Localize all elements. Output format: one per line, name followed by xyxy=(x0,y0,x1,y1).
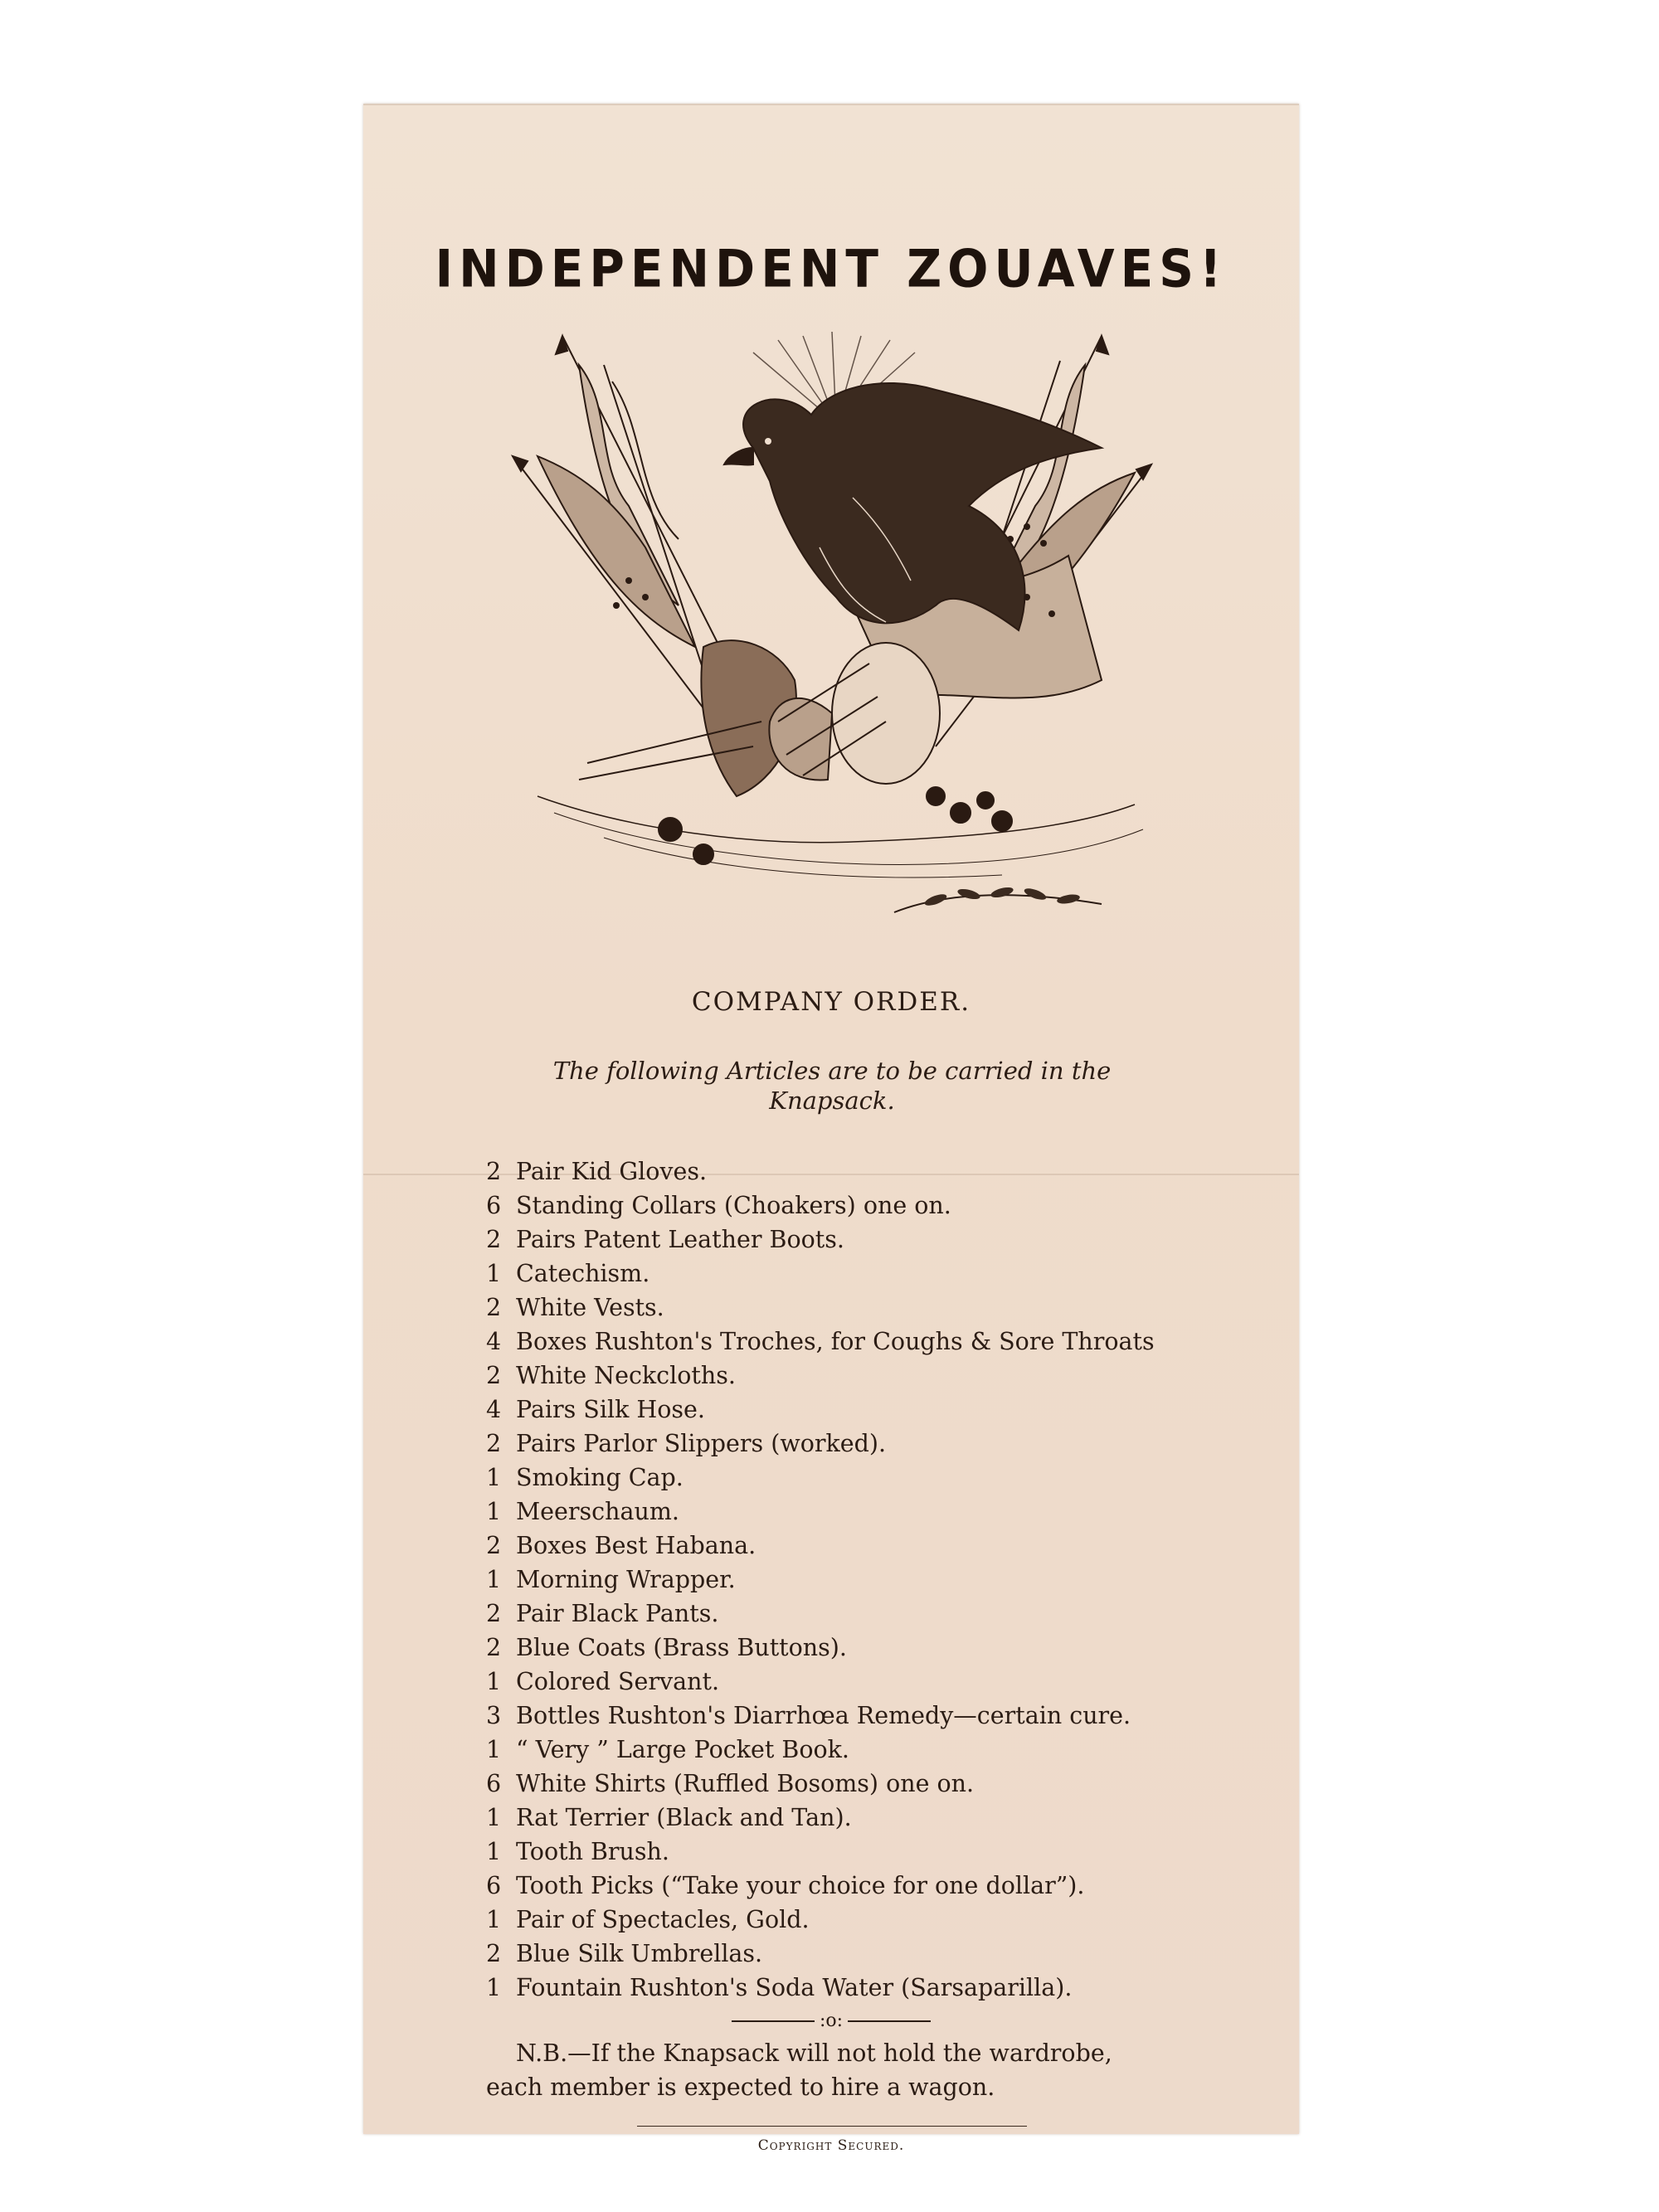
list-item xyxy=(486,1563,1155,1597)
list-item xyxy=(486,1257,1155,1291)
item-quantity: 2 xyxy=(486,1158,502,1185)
nota-bene xyxy=(486,2036,1175,2104)
list-item xyxy=(486,1801,1155,1835)
separator-rule-left xyxy=(732,2020,815,2022)
list-item xyxy=(486,1733,1155,1767)
list-item xyxy=(486,1767,1155,1801)
footer-rule xyxy=(637,2126,1027,2127)
item-text: Fountain Rushton's Soda Water (Sarsaparilla). xyxy=(516,1974,1073,2001)
item-quantity: 2 xyxy=(486,1226,502,1253)
list-item xyxy=(486,1223,1155,1257)
item-text: Boxes Best Habana. xyxy=(516,1532,757,1559)
intro-line-2: Knapsack. xyxy=(769,1087,895,1115)
item-quantity: 3 xyxy=(486,1702,502,1729)
item-text: Boxes Rushton's Troches, for Coughs & Sore Throats xyxy=(516,1328,1155,1355)
item-quantity: 1 xyxy=(486,1668,502,1695)
separator-rule-right xyxy=(848,2020,931,2022)
item-text: Tooth Brush. xyxy=(516,1838,669,1865)
item-text: Rat Terrier (Black and Tan). xyxy=(516,1804,852,1831)
broadside-sheet xyxy=(363,104,1299,2154)
item-quantity: 1 xyxy=(486,1736,502,1763)
article-list xyxy=(486,1155,1155,2005)
list-item xyxy=(486,1699,1155,1733)
item-quantity: 6 xyxy=(486,1770,502,1797)
item-text: Pairs Parlor Slippers (worked). xyxy=(516,1430,887,1457)
item-text: White Shirts (Ruffled Bosoms) one on. xyxy=(516,1770,975,1797)
list-item xyxy=(486,1427,1155,1461)
item-text: Blue Silk Umbrellas. xyxy=(516,1940,763,1967)
nota-bene-line-2: each member is expected to hire a wagon. xyxy=(486,2073,995,2101)
list-item xyxy=(486,1359,1155,1393)
item-quantity: 2 xyxy=(486,1362,502,1389)
company-order-heading: COMPANY ORDER. xyxy=(691,987,971,1017)
eagle-flags-drum-engraving-icon xyxy=(504,332,1160,946)
list-item xyxy=(486,1903,1155,1937)
item-quantity: 1 xyxy=(486,1464,502,1491)
item-text: Tooth Picks (“Take your choice for one dollar”). xyxy=(516,1872,1085,1899)
item-quantity: 2 xyxy=(486,1940,502,1967)
list-item xyxy=(486,1835,1155,1869)
list-item xyxy=(486,1597,1155,1631)
item-text: Meerschaum. xyxy=(516,1498,679,1525)
item-text: Pair Kid Gloves. xyxy=(516,1158,708,1185)
item-text: Colored Servant. xyxy=(516,1668,720,1695)
list-item xyxy=(486,1189,1155,1223)
item-quantity: 4 xyxy=(486,1328,502,1355)
item-text: Pairs Patent Leather Boots. xyxy=(516,1226,844,1253)
item-quantity: 1 xyxy=(486,1974,502,2001)
list-item xyxy=(486,1155,1155,1189)
paper-fold-top xyxy=(363,104,1299,105)
item-text: Pair of Spectacles, Gold. xyxy=(516,1906,810,1933)
item-text: Blue Coats (Brass Buttons). xyxy=(516,1634,847,1661)
list-item xyxy=(486,1937,1155,1971)
item-text: White Vests. xyxy=(516,1294,664,1321)
separator-mark: :o: xyxy=(819,2010,844,2031)
list-item xyxy=(486,1495,1155,1529)
item-quantity: 2 xyxy=(486,1600,502,1627)
item-text: White Neckcloths. xyxy=(516,1362,736,1389)
item-text: Standing Collars (Choakers) one on. xyxy=(516,1192,951,1219)
list-item xyxy=(486,1529,1155,1563)
item-text: Morning Wrapper. xyxy=(516,1566,736,1593)
list-item xyxy=(486,1393,1155,1427)
list-item xyxy=(486,1291,1155,1325)
item-quantity: 6 xyxy=(486,1872,502,1899)
item-text: Pair Black Pants. xyxy=(516,1600,719,1627)
item-quantity: 2 xyxy=(486,1532,502,1559)
item-text: Pairs Silk Hose. xyxy=(516,1396,705,1423)
list-item xyxy=(486,1631,1155,1665)
copyright-notice: Copyright Secured. xyxy=(757,2137,905,2154)
intro-text xyxy=(484,1056,1180,1116)
item-quantity: 2 xyxy=(486,1430,502,1457)
nota-bene-line-1: N.B.—If the Knapsack will not hold the wardrobe, xyxy=(516,2039,1112,2067)
item-quantity: 1 xyxy=(486,1838,502,1865)
item-quantity: 1 xyxy=(486,1906,502,1933)
list-item xyxy=(486,1971,1155,2005)
item-text: Smoking Cap. xyxy=(516,1464,684,1491)
item-text: Catechism. xyxy=(516,1260,650,1287)
item-quantity: 1 xyxy=(486,1260,502,1287)
separator xyxy=(363,2010,1299,2031)
intro-line-1: The following Articles are to be carried in the xyxy=(552,1057,1112,1085)
item-quantity: 1 xyxy=(486,1566,502,1593)
list-item xyxy=(486,1665,1155,1699)
document-title: INDEPENDENT ZOUAVES! xyxy=(435,238,1228,299)
item-quantity: 6 xyxy=(486,1192,502,1219)
list-item xyxy=(486,1325,1155,1359)
item-quantity: 1 xyxy=(486,1498,502,1525)
item-text: “ Very ” Large Pocket Book. xyxy=(516,1736,849,1763)
list-item xyxy=(486,1461,1155,1495)
item-text: Bottles Rushton's Diarrhœa Remedy—certain cure. xyxy=(516,1702,1131,1729)
item-quantity: 2 xyxy=(486,1634,502,1661)
item-quantity: 2 xyxy=(486,1294,502,1321)
item-quantity: 4 xyxy=(486,1396,502,1423)
item-quantity: 1 xyxy=(486,1804,502,1831)
list-item xyxy=(486,1869,1155,1903)
